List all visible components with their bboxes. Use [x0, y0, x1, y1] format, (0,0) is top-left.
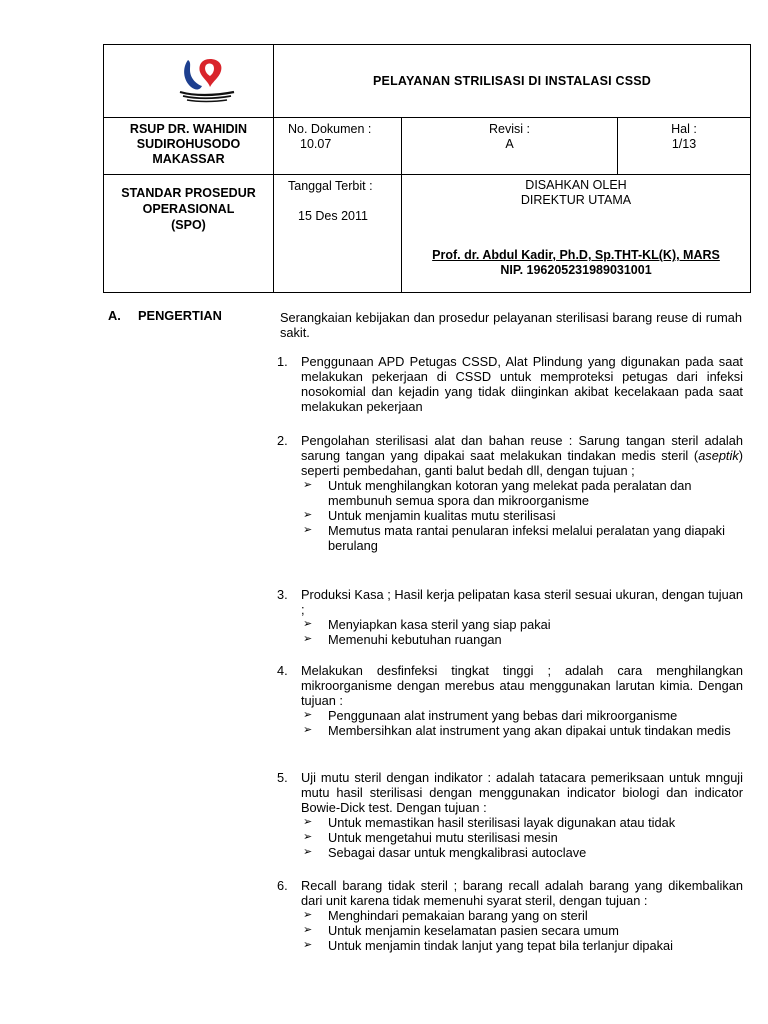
bullet-item: ➢ Sebagai dasar untuk mengkalibrasi autoclave [303, 845, 587, 860]
signature-block [402, 248, 750, 278]
section-intro: Serangkaian kebijakan dan prosedur pelayanan sterilisasi barang reuse di rumah sakit. [280, 310, 742, 340]
bullet-item: ➢ Untuk menjamin kualitas mutu sterilisasi [303, 508, 556, 523]
bullet-item: ➢ Memenuhi kebutuhan ruangan [303, 632, 502, 647]
arrow-bullet-icon: ➢ [303, 524, 313, 536]
list-item-6: 6. Recall barang tidak steril ; barang recall adalah barang yang dikembalikan dari unit karena tidak memenuhi syarat steril, dengan tujuan : ➢ Menghindari pemakaian barang yang on steril ➢ Untuk menjamin keselamatan pasien secara umum ➢ Untuk menjamin tindak lanjut yang tepat bila terlanjur dipakai [277, 878, 743, 953]
logo-cell [104, 45, 274, 118]
arrow-bullet-icon: ➢ [303, 846, 313, 858]
bullet-list [301, 617, 743, 647]
section-heading [108, 308, 222, 323]
spo-cell: STANDAR PROSEDUR OPERASIONAL (SPO) [104, 175, 274, 293]
signer-nip: NIP. 196205231989031001 [500, 263, 652, 277]
list-item-3: 3. Produksi Kasa ; Hasil kerja pelipatan kasa steril sesuai ukuran, dengan tujuan ; ➢ Menyiapkan kasa steril yang siap pakai ➢ Memenuhi kebutuhan ruangan [277, 587, 743, 647]
arrow-bullet-icon: ➢ [303, 816, 313, 828]
approval-cell [402, 175, 751, 293]
arrow-bullet-icon: ➢ [303, 939, 313, 951]
arrow-bullet-icon: ➢ [303, 724, 313, 736]
disahkan-oleh: DISAHKAN OLEH [525, 178, 627, 192]
tanggal-terbit-label: Tanggal Terbit : [288, 179, 373, 193]
arrow-bullet-icon: ➢ [303, 909, 313, 921]
no-dokumen-cell [274, 118, 402, 175]
arrow-bullet-icon: ➢ [303, 709, 313, 721]
bullet-item: ➢ Untuk mengetahui mutu sterilisasi mesin [303, 830, 558, 845]
bullet-item: ➢ Penggunaan alat instrument yang bebas dari mikroorganisme [303, 708, 678, 723]
document-header-table [103, 44, 751, 293]
hal-label: Hal : [671, 122, 697, 136]
hal-value: 1/13 [671, 137, 697, 151]
bullet-item: ➢ Untuk menjamin tindak lanjut yang tepat bila terlanjur dipakai [303, 938, 674, 953]
bullet-list [301, 708, 743, 738]
arrow-bullet-icon: ➢ [303, 618, 313, 630]
bullet-item: ➢ Menyiapkan kasa steril yang siap pakai [303, 617, 551, 632]
section-letter: A. [108, 308, 121, 323]
arrow-bullet-icon: ➢ [303, 633, 313, 645]
arrow-bullet-icon: ➢ [303, 831, 313, 843]
bullet-list [301, 815, 743, 860]
bullet-item: ➢ Menghindari pemakaian barang yang on steril [303, 908, 588, 923]
section-title: PENGERTIAN [138, 308, 222, 323]
hal-cell [618, 118, 751, 175]
bullet-item: ➢ Membersihkan alat instrument yang akan dipakai untuk tindakan medis [303, 723, 731, 738]
revisi-label: Revisi : [489, 122, 530, 136]
signer-name: Prof. dr. Abdul Kadir, Ph.D, Sp.THT-KL(K), MARS [432, 248, 720, 262]
tanggal-terbit-value: 15 Des 2011 [298, 209, 368, 223]
arrow-bullet-icon: ➢ [303, 924, 313, 936]
list-item-1: 1. Penggunaan APD Petugas CSSD, Alat Plindung yang digunakan pada saat melakukan pekerjaan di CSSD untuk memproteksi petugas dari infeksi nosokomial dan kejadin yang tidak diinginkan akibat kecelakaan pada saat melakukan pekerjaan [277, 354, 743, 414]
no-dokumen-value: 10.07 [300, 137, 332, 151]
revisi-cell [402, 118, 618, 175]
bullet-item: ➢ Memutus mata rantai penularan infeksi melalui peralatan yang diapaki berulang [303, 523, 725, 553]
organization-name: RSUP DR. WAHIDIN SUDIROHUSODO MAKASSAR [104, 118, 274, 175]
list-item-2: 2. Pengolahan sterilisasi alat dan bahan reuse : Sarung tangan steril adalah sarung tangan yang dipakai saat melakukan tindakan medis steril (aseptik) seperti pembedahan, ganti balut bedah dll, dengan tujuan ; ➢ Untuk menghilangkan kotoran yang melekat pada peralatan dan membunuh semua spora dan mikroorganisme ➢ Untuk menjamin kualitas mutu sterilisasi ➢ Memutus mata rantai penularan infeksi melalui peralatan yang diapaki berulang [277, 433, 743, 553]
bullet-item: ➢ Untuk memastikan hasil sterilisasi layak digunakan atau tidak [303, 815, 676, 830]
hospital-logo-icon [178, 54, 236, 104]
list-item-5: 5. Uji mutu steril dengan indikator : adalah tatacara pemeriksaan untuk mnguji mutu hasil sterilisasi dengan menggunakan indicator biologi dan indicator Bowie-Dick test. Dengan tujuan : ➢ Untuk memastikan hasil sterilisasi layak digunakan atau tidak ➢ Untuk mengetahui mutu sterilisasi mesin ➢ Sebagai dasar untuk mengkalibrasi autoclave [277, 770, 743, 860]
document-title: PELAYANAN STRILISASI DI INSTALASI CSSD [274, 45, 751, 118]
bullet-list [301, 478, 743, 553]
arrow-bullet-icon: ➢ [303, 479, 313, 491]
list-item-4: 4. Melakukan desfinfeksi tingkat tinggi ; adalah cara menghilangkan mikroorganisme dengan merebus atau menggunakan larutan kimia. Dengan tujuan : ➢ Penggunaan alat instrument yang bebas dari mikroorganisme ➢ Membersihkan alat instrument yang akan dipakai untuk tindakan medis [277, 663, 743, 738]
direktur-utama: DIREKTUR UTAMA [520, 193, 632, 207]
bullet-list [301, 908, 743, 953]
no-dokumen-label: No. Dokumen : [288, 122, 372, 136]
tanggal-terbit-cell [274, 175, 402, 293]
revisi-value: A [505, 137, 514, 151]
bullet-item: ➢ Untuk menghilangkan kotoran yang melekat pada peralatan dan membunuh semua spora dan mikroorganisme [303, 478, 692, 508]
arrow-bullet-icon: ➢ [303, 509, 313, 521]
bullet-item: ➢ Untuk menjamin keselamatan pasien secara umum [303, 923, 619, 938]
